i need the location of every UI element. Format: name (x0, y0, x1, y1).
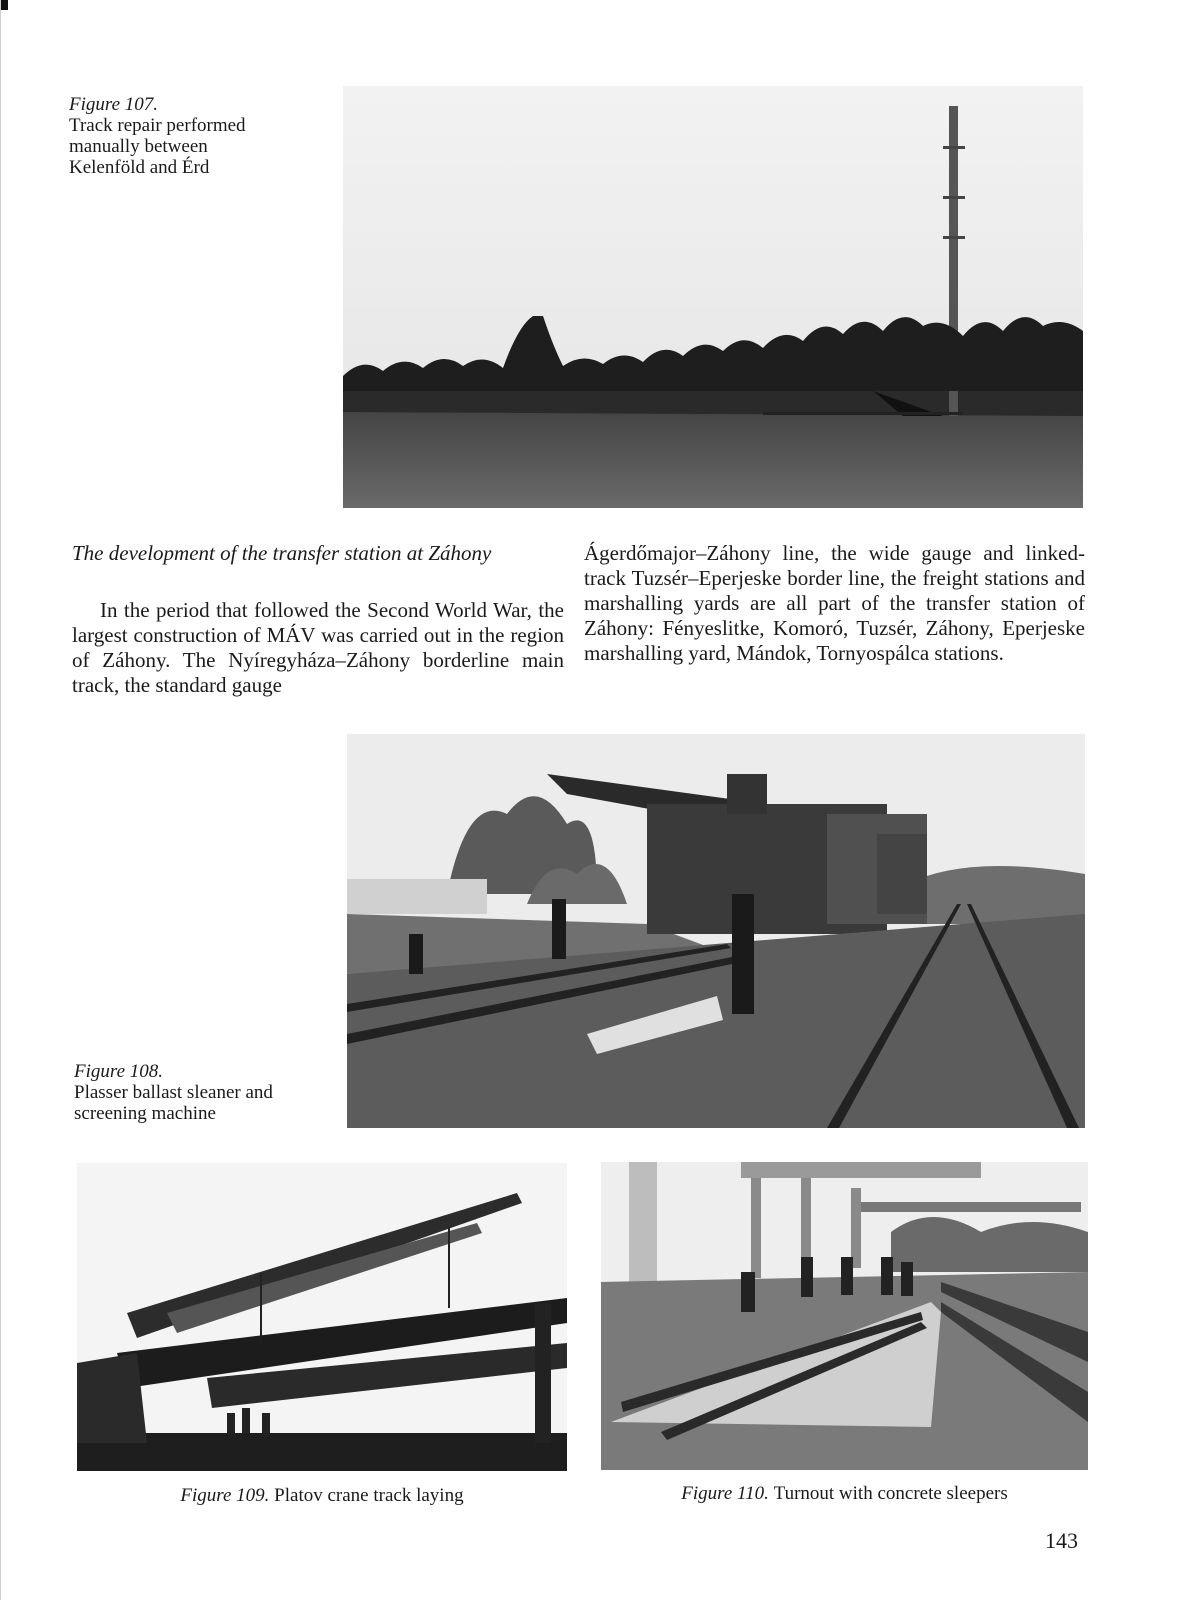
figure-108-label: Figure 108. (74, 1061, 164, 1082)
figure-108-photo (347, 734, 1085, 1128)
figure-110-label: Figure 110. (681, 1483, 774, 1504)
figure-108-caption (74, 1061, 336, 1124)
figure-108-caption-line: screening machine (74, 1103, 216, 1124)
figure-110-photo (601, 1162, 1088, 1470)
figure-109-photo (77, 1163, 567, 1471)
figure-109-caption-text: Platov crane track laying (274, 1485, 464, 1506)
figure-110-caption-text: Turnout with concrete sleepers (773, 1483, 1008, 1504)
right-column (584, 541, 1085, 666)
figure-107-label: Figure 107. (69, 94, 159, 115)
page-number: 143 (1045, 1528, 1078, 1553)
figure-107-caption-line: manually between (69, 136, 208, 157)
right-column-paragraph: Ágerdőmajor–Záhony line, the wide gauge and linked-track Tuzsér–Eperjeske border line, the freight stations and marshalling yards are all part of the transfer station of Záhony: Fényeslitke, Komoró, Tuzsér, Záhony, Eperjeske marshalling yard, Mándok, Tornyospálca stations. (584, 541, 1085, 665)
left-column-paragraph: In the period that followed the Second World War, the largest construction of MÁV was carried out in the region of Záhony. The Nyíregyháza–Záhony borderline main track, the standard gauge (72, 598, 564, 697)
figure-107-caption (69, 94, 309, 178)
figure-108-caption-line: Plasser ballast sleaner and (74, 1082, 273, 1103)
figure-107-photo (343, 86, 1083, 508)
figure-109-caption (77, 1485, 567, 1507)
figure-107-caption-line: Kelenföld and Érd (69, 157, 210, 178)
figure-109-label: Figure 109. (180, 1485, 275, 1506)
section-heading: The development of the transfer station at Záhony (72, 541, 492, 565)
scan-edge-mark (0, 0, 8, 10)
left-column (72, 598, 564, 698)
figure-110-caption (601, 1483, 1088, 1505)
figure-107-caption-line: Track repair performed (69, 115, 246, 136)
scan-edge-line (0, 0, 1, 1600)
